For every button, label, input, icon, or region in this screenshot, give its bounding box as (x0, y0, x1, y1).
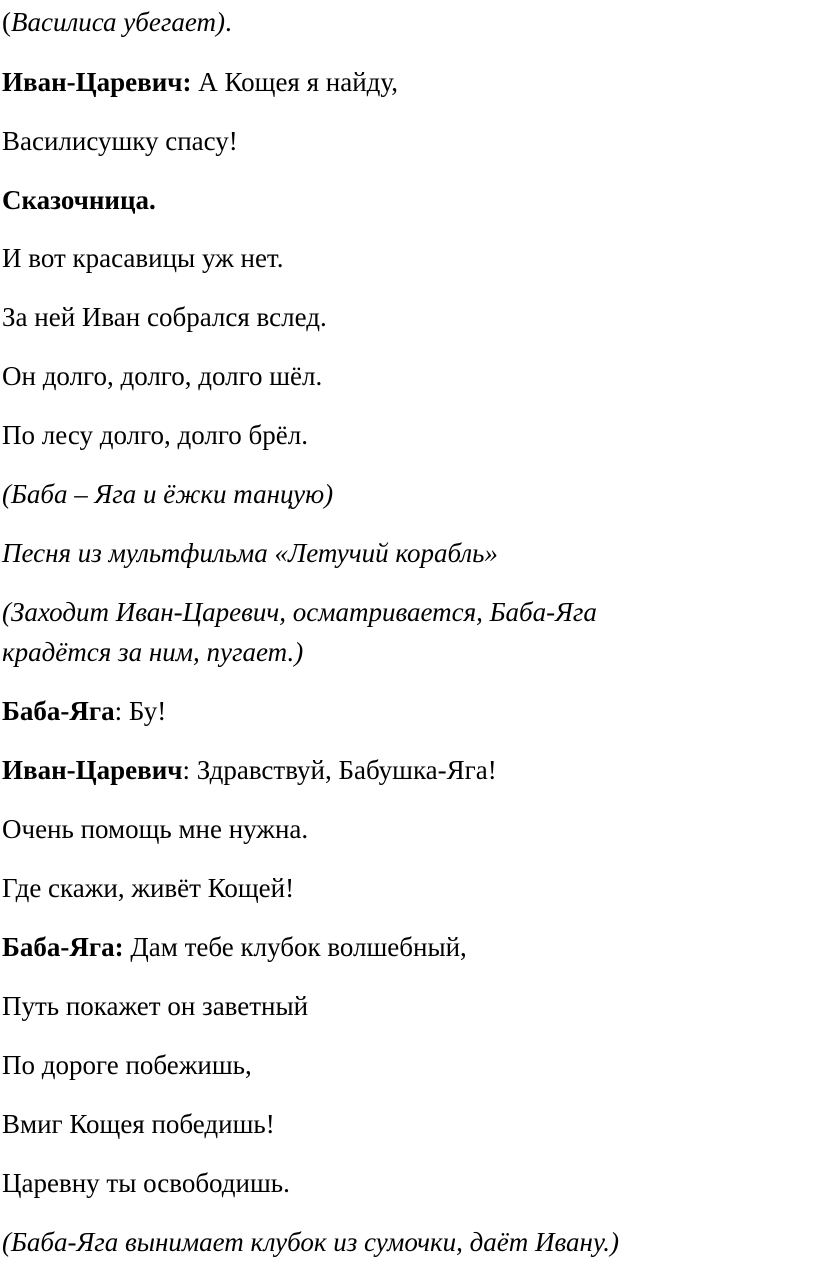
dialogue-line: Василисушку спасу! (2, 126, 238, 156)
stage-direction-line: (Заходит Иван-Царевич, осматривается, Баба-Яга (2, 597, 597, 627)
dialogue-line: Очень помощь мне нужна. (2, 814, 309, 844)
dialogue-text: : Здравствуй, Бабушка-Яга! (182, 755, 497, 785)
speaker-name: Иван-Царевич: (2, 67, 192, 97)
speaker-heading: Сказочница. (2, 185, 156, 215)
speaker-name: Баба-Яга: (2, 932, 124, 962)
speaker-name: Иван-Царевич (2, 755, 183, 785)
stage-direction-line: (Баба-Яга вынимает клубок из сумочки, даёт Ивану.) (2, 1227, 619, 1257)
dialogue-text: : Бу! (114, 696, 167, 726)
dialogue-line: Царевну ты освободишь. (2, 1168, 290, 1198)
stage-direction-line: (Баба – Яга и ёжки танцую) (2, 479, 334, 509)
dialogue-line (2, 64, 398, 100)
dialogue-line (2, 929, 467, 965)
dialogue-line: Он долго, долго, долго шёл. (2, 361, 323, 391)
stage-direction-line: крадётся за ним, пугает.) (2, 637, 304, 667)
open-paren: ( (2, 7, 11, 37)
stage-direction-line (2, 4, 232, 40)
dialogue-text: Дам тебе клубок волшебный, (123, 932, 467, 962)
period: . (224, 7, 232, 37)
dialogue-line: По лесу долго, долго брёл. (2, 420, 308, 450)
stage-direction-line: Песня из мультфильма «Летучий корабль» (2, 538, 498, 568)
dialogue-line (2, 693, 166, 729)
dialogue-line: По дороге побежишь, (2, 1050, 252, 1080)
stage-direction-text: Василиса убегает) (11, 7, 225, 37)
dialogue-line: И вот красавицы уж нет. (2, 243, 284, 273)
dialogue-line: Где скажи, живёт Кощей! (2, 873, 295, 903)
speaker-name: Баба-Яга (2, 696, 115, 726)
dialogue-line (2, 752, 497, 788)
dialogue-line: За ней Иван собрался вслед. (2, 302, 327, 332)
dialogue-line: Путь покажет он заветный (2, 991, 309, 1021)
dialogue-text: А Кощея я найду, (191, 67, 398, 97)
dialogue-line: Вмиг Кощея победишь! (2, 1109, 275, 1139)
